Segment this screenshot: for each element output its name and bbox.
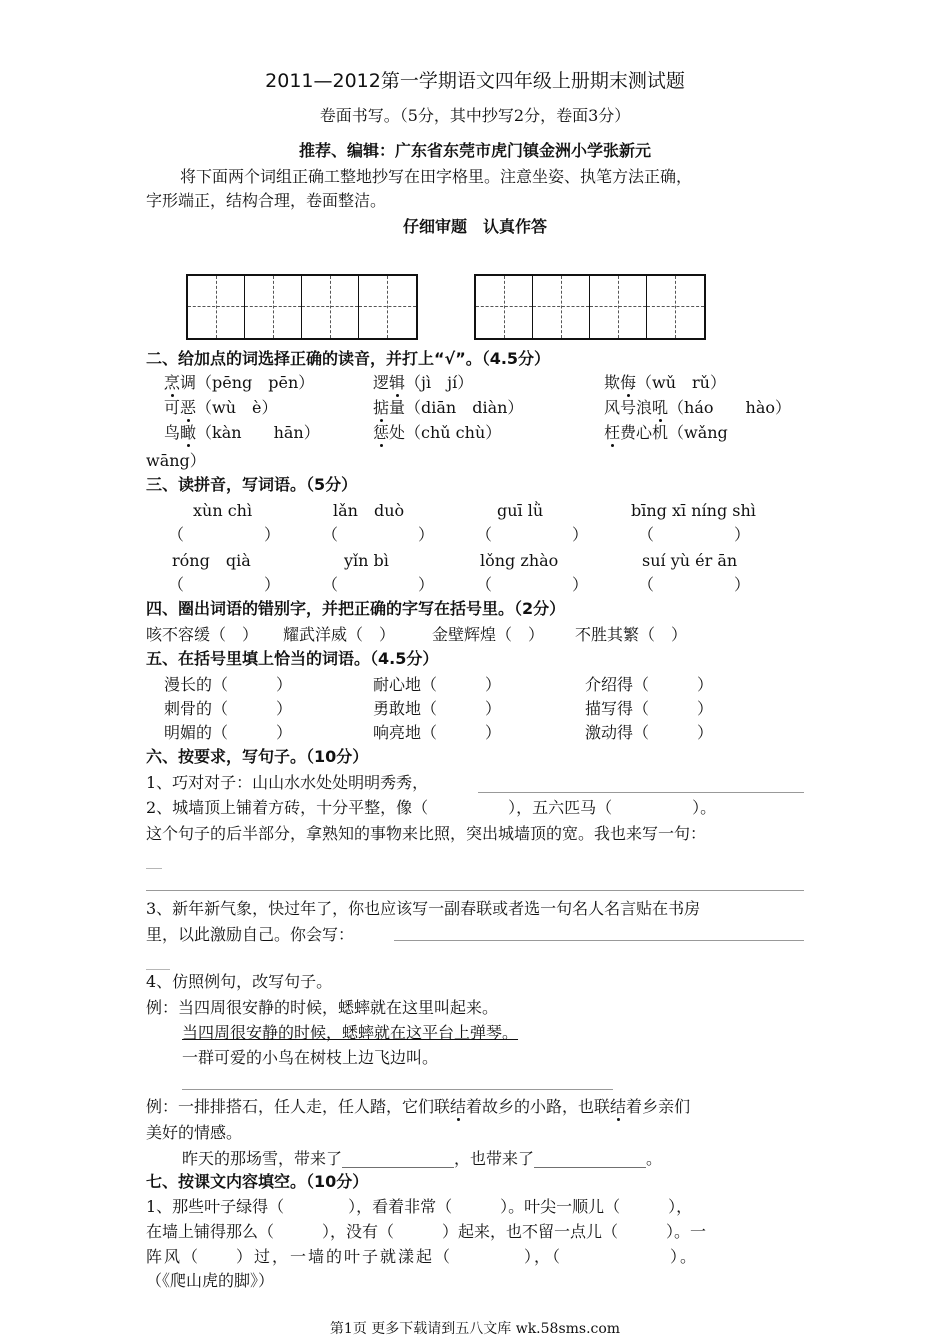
question-6-3b: 里，以此激励自己。你会写：	[146, 925, 355, 944]
fill-item: 勇敢地（ ）	[373, 699, 502, 718]
motto: 仔细审题 认真作答	[402, 217, 547, 236]
fill-item: 明媚的（ ）	[164, 723, 293, 742]
pinyin-prompt: lǒng zhào	[480, 551, 559, 570]
subtitle: 卷面书写。（5分，其中抄写2分，卷面3分）	[319, 106, 631, 125]
example-1-rewrite: 当四周很安静的时候，蟋蟀就在这平台上弹琴。	[182, 1023, 519, 1042]
pron-item: 可恶（wù è）	[164, 398, 278, 417]
fill-item: 漫长的（ ）	[164, 675, 293, 694]
fill-item: 响亮地（ ）	[373, 723, 502, 742]
task-1: 一群可爱的小鸟在树枝上边飞边叫。	[182, 1048, 439, 1067]
cloze-line: 阵风（ ）过，一墙的叶子就漾起（ ），（ ）。	[146, 1247, 699, 1266]
pinyin-prompt: guī lǜ	[497, 501, 544, 520]
pron-item: 鸟瞰（kàn hān）	[164, 423, 320, 442]
answer-paren[interactable]: （ ）	[168, 575, 281, 594]
answer-paren[interactable]: （ ）	[476, 575, 589, 594]
section-3-heading: 三、读拼音，写词语。（5分）	[146, 475, 358, 494]
question-6-4: 4、仿照例句，改写句子。	[146, 972, 333, 991]
pron-item: 烹调（pēng pēn）	[164, 373, 315, 392]
answer-paren[interactable]: （ ）	[168, 525, 281, 544]
question-6-1: 1、巧对对子：山山水水处处明明秀秀，	[146, 773, 429, 792]
page-title: 2011—2012第一学期语文四年级上册期末测试题	[265, 70, 685, 92]
question-6-3a: 3、新年新气象，快过年了，你也应该写一副春联或者选一句名人名言贴在书房	[146, 899, 701, 918]
writing-grid-2[interactable]	[474, 274, 706, 340]
intro-line-2: 字形端正，结构合理，卷面整洁。	[146, 191, 387, 210]
example-2-cont: 美好的情感。	[146, 1123, 243, 1142]
pron-item: 掂量（diān diàn）	[373, 398, 524, 417]
intro-line-1: 将下面两个词组正确工整地抄写在田字格里。注意坐姿、执笔方法正确，	[180, 167, 693, 186]
typo-item: 耀武洋威（ ）	[283, 625, 396, 644]
answer-line-stub: ___	[146, 951, 170, 970]
pinyin-prompt: suí yù ér ān	[642, 551, 738, 570]
example-1: 例：当四周很安静的时候，蟋蟀就在这里叫起来。	[146, 998, 499, 1017]
typo-item: 咳不容缓（ ）	[146, 625, 259, 644]
fill-item: 激动得（ ）	[585, 723, 714, 742]
task-2: 昨天的那场雪，带来了______________，也带来了______________。	[182, 1149, 663, 1168]
pinyin-prompt: yǐn bì	[344, 551, 389, 570]
section-5-heading: 五、在括号里填上恰当的词语。（4.5分）	[146, 649, 439, 668]
question-6-2b: 这个句子的后半部分，拿熟知的事物来比照，突出城墙顶的宽。我也来写一句：	[146, 824, 707, 843]
answer-paren[interactable]: （ ）	[476, 525, 589, 544]
cloze-line: 在墙上铺得那么（ ），没有（ ）起来，也不留一点儿（ ）。一	[146, 1222, 707, 1241]
answer-line-stub: __	[146, 850, 162, 869]
pron-item: 逻辑（jì jí）	[373, 373, 474, 392]
answer-line[interactable]	[394, 940, 804, 941]
question-6-2a: 2、城墙顶上铺着方砖，十分平整，像（ ），五六匹马（ ）。	[146, 798, 717, 817]
cloze-source: （《爬山虎的脚》）	[146, 1271, 275, 1290]
writing-grid-1[interactable]	[186, 274, 418, 340]
answer-line[interactable]	[146, 890, 804, 891]
cloze-line: 1、那些叶子绿得（ ），看着非常（ ）。叶尖一顺儿（ ），	[146, 1197, 693, 1216]
pron-item: 惩处（chǔ chù）	[373, 423, 502, 442]
fill-item: 描写得（ ）	[585, 699, 714, 718]
answer-paren[interactable]: （ ）	[638, 575, 751, 594]
section-7-heading: 七、按课文内容填空。（10分）	[146, 1172, 369, 1191]
fill-item: 耐心地（ ）	[373, 675, 502, 694]
fill-item: 刺骨的（ ）	[164, 699, 293, 718]
page-footer: 第1页 更多下载请到五八文库 wk.58sms.com	[329, 1321, 621, 1337]
pinyin-prompt: bīng xī níng shì	[631, 501, 756, 520]
section-4-heading: 四、圈出词语的错别字，并把正确的字写在括号里。（2分）	[146, 599, 566, 618]
answer-paren[interactable]: （ ）	[322, 525, 435, 544]
pinyin-prompt: lǎn duò	[333, 501, 405, 520]
pinyin-prompt: xùn chì	[193, 501, 253, 520]
fill-item: 介绍得（ ）	[585, 675, 714, 694]
recommend: 推荐、编辑：广东省东莞市虎门镇金洲小学张新元	[298, 141, 651, 160]
answer-paren[interactable]: （ ）	[638, 525, 751, 544]
pron-item: 欺侮（wǔ rǔ）	[604, 373, 726, 392]
pron-item: 枉费心机（wǎng	[604, 423, 728, 442]
section-2-heading: 二、给加点的词选择正确的读音，并打上“√”。（4.5分）	[146, 349, 551, 368]
pron-item: 风号浪吼（háo hào）	[604, 398, 791, 417]
section-6-heading: 六、按要求，写句子。（10分）	[146, 747, 369, 766]
answer-line[interactable]	[478, 792, 804, 793]
pinyin-prompt: róng qià	[172, 551, 251, 570]
example-2: 例：一排排搭石，任人走，任人踏，它们联结着故乡的小路，也联结着乡亲们	[146, 1097, 691, 1116]
typo-item: 不胜其繁（ ）	[575, 625, 688, 644]
answer-line[interactable]	[182, 1089, 613, 1090]
answer-paren[interactable]: （ ）	[322, 575, 435, 594]
pron-item-wrap: wāng）	[146, 451, 206, 470]
typo-item: 金壁辉煌（ ）	[432, 625, 545, 644]
